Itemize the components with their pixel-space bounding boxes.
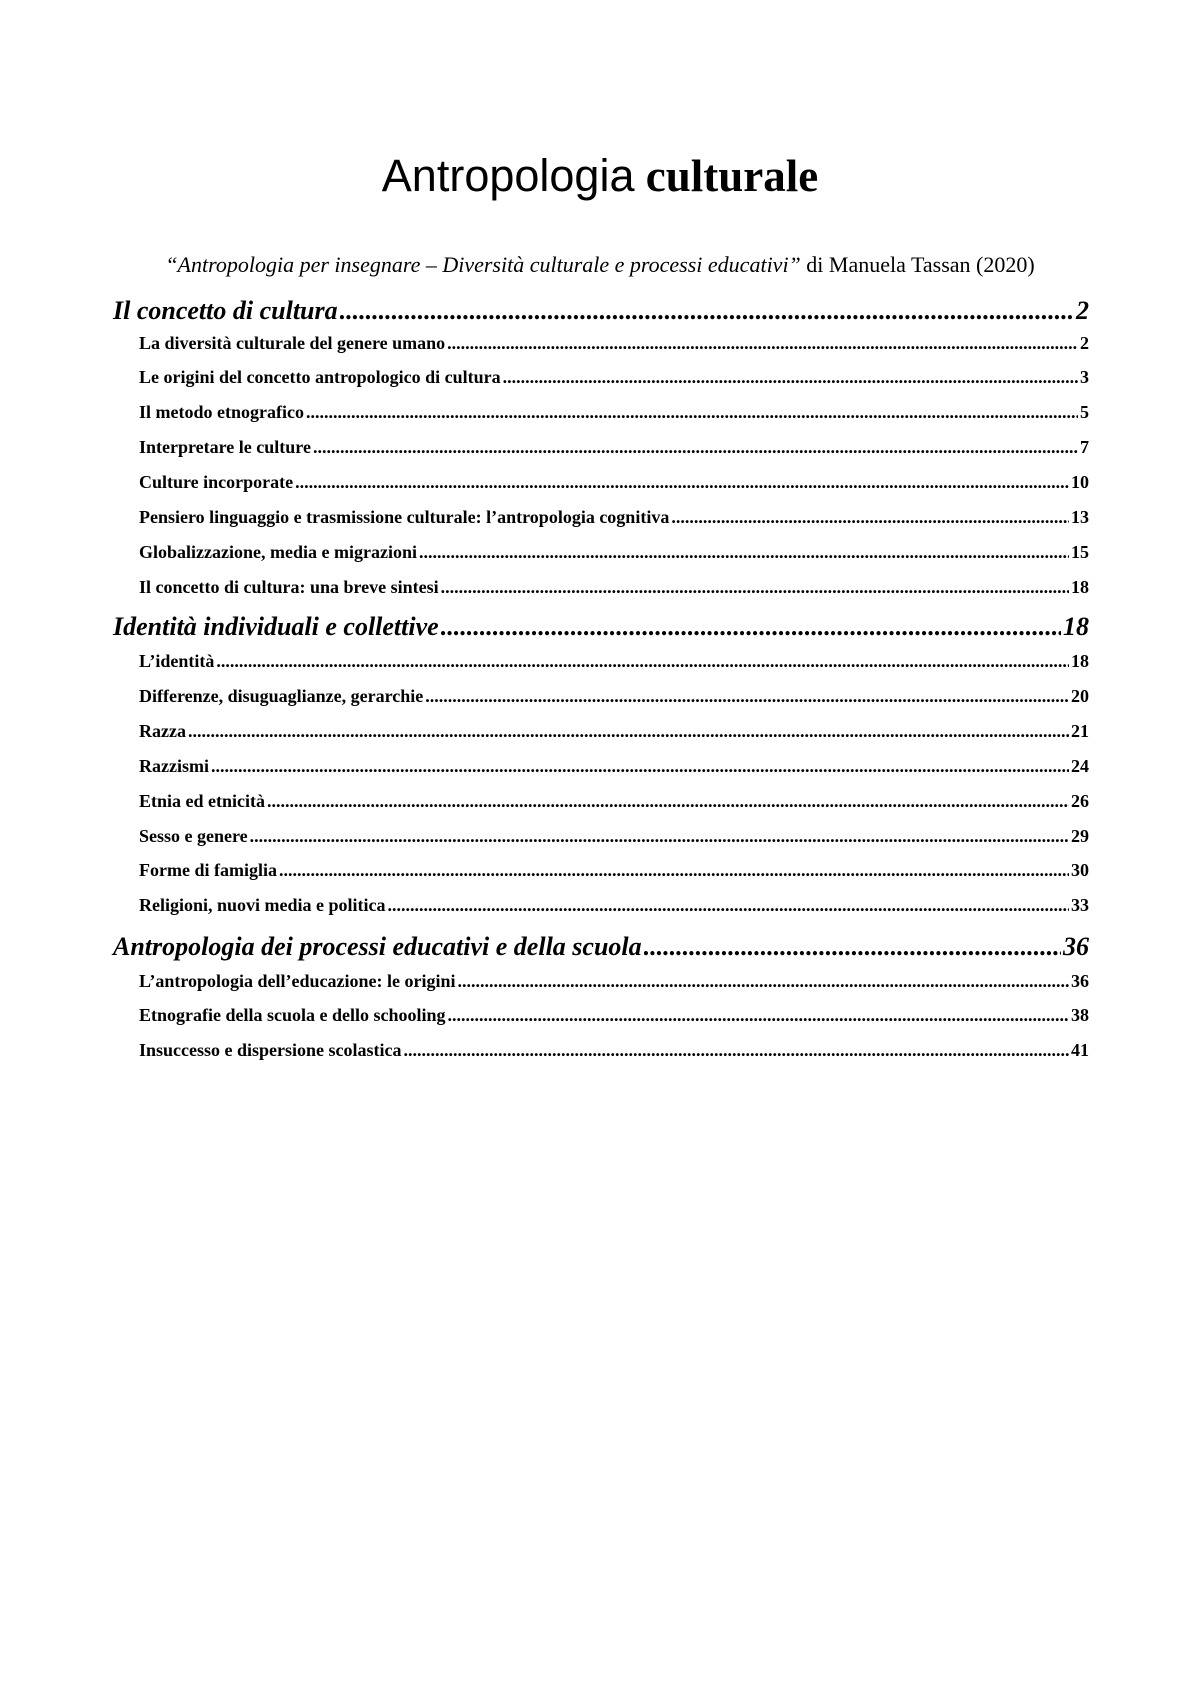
toc-section-entry[interactable] [139,683,1089,709]
toc-leader-dots [279,857,1069,883]
toc-entry-page: 36 [1063,932,1089,961]
toc-entry-label: Antropologia dei processi educativi e della scuola [113,932,642,961]
toc-entry-label: Globalizzazione, media e migrazioni [139,542,417,562]
toc-leader-dots [216,648,1069,674]
toc-entry-page: 20 [1071,686,1089,706]
toc-entry-label: Etnia ed etnicità [139,791,265,811]
toc-section-entry[interactable] [139,753,1089,779]
toc-entry-label: Interpretare le culture [139,437,311,457]
toc-entry-label: Razza [139,721,186,741]
toc-entry-label: L’identità [139,651,215,671]
toc-entry-label: La diversità culturale del genere umano [139,333,446,353]
toc-leader-dots [306,399,1078,425]
toc-entry-page: 41 [1071,1040,1089,1060]
toc-leader-dots [267,788,1069,814]
toc-leader-dots [644,930,1061,964]
toc-entry-page: 2 [1080,333,1089,353]
toc-section-entry[interactable] [139,788,1089,814]
toc-leader-dots [671,504,1069,530]
toc-entry-page: 7 [1080,437,1089,457]
toc-entry-label: Religioni, nuovi media e politica [139,895,386,915]
toc-entry-page: 18 [1071,651,1089,671]
toc-entry-page: 3 [1080,367,1089,387]
toc-entry-page: 24 [1071,756,1089,776]
toc-entry-page: 36 [1071,971,1089,991]
toc-section-entry[interactable] [139,399,1089,425]
toc-leader-dots [313,434,1078,460]
toc-leader-dots [458,968,1069,994]
toc-section-entry[interactable] [139,469,1089,495]
toc-leader-dots [295,469,1069,495]
document-subtitle [0,250,1200,280]
toc-leader-dots [404,1037,1070,1063]
toc-chapter-entry[interactable] [113,930,1089,964]
toc-entry-page: 10 [1071,472,1089,492]
toc-entry-label: Sesso e genere [139,826,248,846]
toc-section-entry[interactable] [139,330,1089,356]
toc-leader-dots [250,823,1069,849]
toc-entry-label: Le origini del concetto antropologico di cultura [139,367,501,387]
toc-entry-label: Pensiero linguaggio e trasmissione culturale: l’antropologia cognitiva [139,507,670,527]
toc-entry-label: Differenze, disuguaglianze, gerarchie [139,686,424,706]
toc-section-entry[interactable] [139,1002,1089,1028]
toc-leader-dots [448,1002,1069,1028]
toc-leader-dots [211,753,1069,779]
toc-entry-page: 15 [1071,542,1089,562]
toc-section-entry[interactable] [139,968,1089,994]
toc-entry-label: Il metodo etnografico [139,402,304,422]
toc-entry-page: 29 [1071,826,1089,846]
toc-entry-label: Il concetto di cultura [113,296,338,325]
toc-entry-page: 33 [1071,895,1089,915]
subtitle-book-title: “Antropologia per insegnare – Diversità culturale e processi educativi” [165,252,801,277]
toc-leader-dots [425,683,1069,709]
toc-section-entry[interactable] [139,823,1089,849]
toc-section-entry[interactable] [139,857,1089,883]
toc-leader-dots [388,892,1069,918]
toc-entry-page: 2 [1076,296,1089,325]
toc-leader-dots [447,330,1078,356]
toc-leader-dots [188,718,1069,744]
toc-section-entry[interactable] [139,718,1089,744]
toc-entry-label: Forme di famiglia [139,860,277,880]
toc-section-entry[interactable] [139,892,1089,918]
toc-entry-page: 13 [1071,507,1089,527]
toc-entry-label: Il concetto di cultura: una breve sintesi [139,577,439,597]
toc-section-entry[interactable] [139,574,1089,600]
toc-section-entry[interactable] [139,434,1089,460]
toc-entry-page: 18 [1063,612,1089,641]
toc-leader-dots [441,610,1061,644]
toc-entry-page: 5 [1080,402,1089,422]
toc-leader-dots [441,574,1069,600]
toc-section-entry[interactable] [139,504,1089,530]
title-part-2: culturale [645,151,819,201]
toc-entry-page: 38 [1071,1005,1089,1025]
toc-entry-label: Etnografie della scuola e dello schooling [139,1005,446,1025]
subtitle-author: di Manuela Tassan (2020) [800,252,1035,277]
toc-entry-label: Insuccesso e dispersione scolastica [139,1040,402,1060]
toc-section-entry[interactable] [139,539,1089,565]
toc-chapter-entry[interactable] [113,610,1089,644]
toc-entry-label: Razzismi [139,756,209,776]
toc-leader-dots [340,294,1074,328]
toc-entry-page: 18 [1071,577,1089,597]
toc-entry-page: 26 [1071,791,1089,811]
toc-chapter-entry[interactable] [113,294,1089,328]
toc-leader-dots [419,539,1069,565]
title-part-1: Antropologia [381,150,635,201]
toc-section-entry[interactable] [139,1037,1089,1063]
document-title [0,148,1200,204]
toc-entry-label: Culture incorporate [139,472,294,492]
toc-leader-dots [503,364,1078,390]
toc-entry-label: Identità individuali e collettive [113,612,439,641]
toc-section-entry[interactable] [139,364,1089,390]
toc-entry-label: L’antropologia dell’educazione: le origini [139,971,456,991]
toc-entry-page: 30 [1071,860,1089,880]
toc-entry-page: 21 [1071,721,1089,741]
toc-section-entry[interactable] [139,648,1089,674]
